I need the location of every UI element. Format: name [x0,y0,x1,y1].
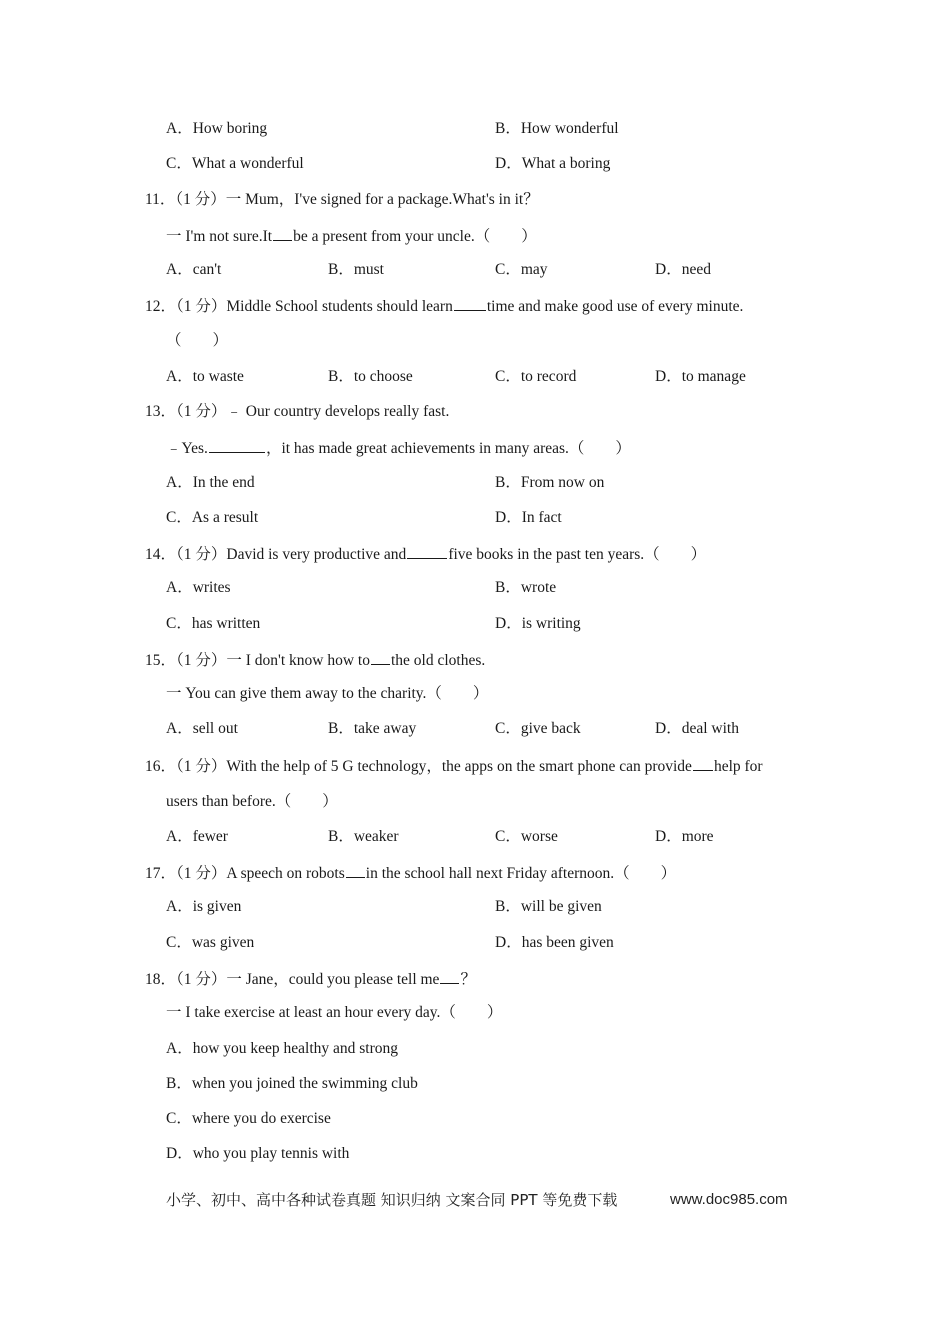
q17-option-a: A．is given [166,898,242,915]
answer-blank [371,649,390,665]
q15-stem-post: the old clothes. [390,652,486,669]
footer-url: www.doc985.com [670,1191,788,1208]
q14-stem-post: five books in the past ten years.（ ） [448,546,707,563]
q13-line2-pre: ﹣Yes. [166,440,208,457]
q13-option-d: D．In fact [495,509,562,526]
footer-text: 小学、初中、高中各种试卷真题 知识归纳 文案合同 PPT 等免费下载 [166,1191,618,1209]
q11-option-c: C．may [495,261,548,278]
q15-stem-pre: 15．（1 分）一 I don't know how to [145,652,370,669]
q14-option-b: B．wrote [495,579,557,596]
page-footer [166,1190,788,1210]
q12-option-d: D．to manage [655,368,746,385]
q18-stem-post: ？ [460,971,476,988]
q17-stem-post: in the school hall next Friday afternoon.（ ） [365,865,677,882]
q11-stem: 11．（1 分）一 Mum，I've signed for a package.What's in it？ [145,191,539,208]
answer-blank [440,968,459,984]
q14-stem [145,543,706,565]
q13-line2 [166,437,631,459]
q16-option-c: C．worse [495,828,558,845]
q10-option-b: B．How wonderful [495,120,619,137]
q18-option-a: A．how you keep healthy and strong [166,1040,399,1057]
q18-option-b: B．when you joined the swimming club [166,1075,418,1092]
q17-stem-pre: 17．（1 分）A speech on robots [145,865,345,882]
q13-option-a: A．In the end [166,474,255,491]
q12-option-c: C．to record [495,368,577,385]
answer-blank [407,543,447,559]
answer-blank [693,755,713,771]
q17-option-d: D．has been given [495,934,614,951]
q18-stem-pre: 18．（1 分）一 Jane，could you please tell me [145,971,440,988]
answer-blank [346,862,365,878]
q15-option-a: A．sell out [166,720,238,737]
q11-line2-pre: 一 I'm not sure.It [166,228,273,245]
answer-blank [209,437,265,453]
q10-option-a: A．How boring [166,120,268,137]
q17-option-b: B．will be given [495,898,602,915]
q12-stem-pre: 12．（1 分）Middle School students should learn [145,298,453,315]
q13-option-b: B．From now on [495,474,605,491]
q16-option-b: B．weaker [328,828,399,845]
q11-option-d: D．need [655,261,711,278]
q10-option-c: C．What a wonderful [166,155,304,172]
q16-option-d: D．more [655,828,714,845]
q18-stem [145,968,476,990]
q18-option-d: D．who you play tennis with [166,1145,350,1162]
q14-option-c: C．has written [166,615,261,632]
q13-stem: 13．（1 分）﹣ Our country develops really fast. [145,403,450,420]
q12-stem-post: time and make good use of every minute. [486,298,744,315]
q16-stem [145,755,763,777]
q13-line2-post: ，it has made great achievements in many areas.（ ） [265,440,631,457]
q11-line2-post: be a present from your uncle.（ ） [293,228,537,245]
q14-option-d: D．is writing [495,615,581,632]
q16-line2: users than before.（ ） [166,793,338,810]
q12-paren: （ ） [166,332,229,349]
q12-stem [145,295,743,317]
q10-option-d: D．What a boring [495,155,611,172]
q11-line2 [166,225,537,247]
q17-stem [145,862,676,884]
q11-option-b: B．must [328,261,384,278]
q15-option-b: B．take away [328,720,417,737]
q15-option-d: D．deal with [655,720,739,737]
q15-stem [145,649,485,671]
q15-option-c: C．give back [495,720,581,737]
q16-stem-post: help for [713,758,763,775]
q14-option-a: A．writes [166,579,231,596]
q18-line2: 一 I take exercise at least an hour every day.（ ） [166,1004,503,1021]
q18-option-c: C．where you do exercise [166,1110,331,1127]
q11-option-a: A．can't [166,261,222,278]
q17-option-c: C．was given [166,934,255,951]
q15-line2: 一 You can give them away to the charity.（ ） [166,685,489,702]
answer-blank [273,225,292,241]
q16-stem-pre: 16．（1 分）With the help of 5 G technology，the apps on the smart phone can provide [145,758,692,775]
answer-blank [454,295,486,311]
q16-option-a: A．fewer [166,828,228,845]
q12-option-a: A．to waste [166,368,244,385]
q12-option-b: B．to choose [328,368,413,385]
q13-option-c: C．As a result [166,509,259,526]
q14-stem-pre: 14．（1 分）David is very productive and [145,546,407,563]
